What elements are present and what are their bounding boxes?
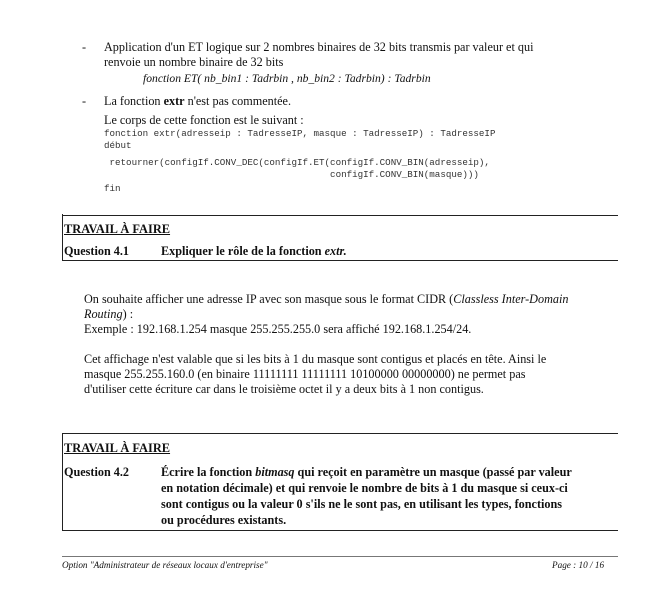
cidr-line-2-text: ) : <box>122 307 134 321</box>
cidr-example: Exemple : 192.168.1.254 masque 255.255.255.0 sera affiché 192.168.1.254/24. <box>84 322 472 336</box>
section-rule <box>62 433 618 434</box>
cidr-note-line-2: masque 255.255.160.0 (en binaire 11111111 11111111 10100000 00000000) ne permet pas <box>84 367 526 381</box>
cidr-line-1 <box>84 292 616 308</box>
bullet-dash: - <box>82 94 87 108</box>
code-line: configIf.CONV_BIN(masque))) <box>104 169 479 180</box>
bullet-2-text <box>104 94 616 110</box>
question-text-main: Expliquer le rôle de la fonction <box>161 244 325 258</box>
question-text-line-1 <box>161 465 572 481</box>
question-text-part: Écrire la fonction <box>161 465 256 479</box>
question-text <box>161 244 347 260</box>
code-line: retourner(configIf.CONV_DEC(configIf.ET(configIf.CONV_BIN(adresseip), <box>104 157 490 168</box>
function-name-bitmasq: bitmasq <box>255 465 295 479</box>
question-label: Question 4.1 <box>64 244 130 258</box>
cidr-line-1-text: On souhaite afficher une adresse IP avec son masque sous le format CIDR ( <box>84 292 454 306</box>
box-border <box>62 433 63 531</box>
question-text-italic: extr. <box>324 244 347 258</box>
question-text-line-2: en notation décimale) et qui renvoie le nombre de bits à 1 du masque si ceux-ci <box>161 481 568 495</box>
cidr-term: Routing <box>84 307 123 321</box>
code-line: fonction extr(adresseip : TadresseIP, masque : TadresseIP) : TadresseIP <box>104 128 496 139</box>
code-line: début <box>104 140 132 151</box>
function-signature: fonction ET( nb_bin1 : Tadrbin , nb_bin2 : Tadrbin) : Tadrbin <box>143 72 431 85</box>
bullet-2-text-before: La fonction <box>104 94 164 108</box>
question-text-line-3: sont contigus ou la valeur 0 s'ils ne le sont pas, en utilisant les types, fonctions <box>161 497 562 511</box>
page-number: Page : 10 / 16 <box>552 560 605 570</box>
code-intro: Le corps de cette fonction est le suivant : <box>104 113 304 127</box>
question-text-part: qui reçoit en paramètre un masque (passé par valeur <box>294 465 572 479</box>
footer-left: Option "Administrateur de réseaux locaux d'entreprise" <box>62 560 268 570</box>
section-rule <box>62 215 618 216</box>
cidr-note-line-1: Cet affichage n'est valable que si les bits à 1 du masque sont contigus et placés en tête. Ainsi le <box>84 352 547 366</box>
code-line: fin <box>104 183 121 194</box>
question-text-line-4: ou procédures existants. <box>161 513 287 527</box>
function-name-extr: extr <box>163 94 185 108</box>
cidr-term: Classless Inter-Domain <box>453 292 569 306</box>
bullet-2-text-after: n'est pas commentée. <box>184 94 291 108</box>
bullet-1-line-1: Application d'un ET logique sur 2 nombres binaires de 32 bits transmis par valeur et qui <box>104 40 534 54</box>
section-rule <box>62 530 618 531</box>
work-title: TRAVAIL À FAIRE <box>64 222 171 236</box>
work-title: TRAVAIL À FAIRE <box>64 441 171 455</box>
question-label: Question 4.2 <box>64 465 130 479</box>
bullet-1-line-2: renvoie un nombre binaire de 32 bits <box>104 55 284 69</box>
bullet-dash: - <box>82 40 87 54</box>
cidr-note-line-3: d'utiliser cette écriture car dans le troisième octet il y a deux bits à 1 non contigus. <box>84 382 484 396</box>
cidr-line-2 <box>84 307 133 323</box>
footer-rule <box>62 556 618 557</box>
section-rule <box>62 260 618 261</box>
box-border <box>62 214 63 261</box>
